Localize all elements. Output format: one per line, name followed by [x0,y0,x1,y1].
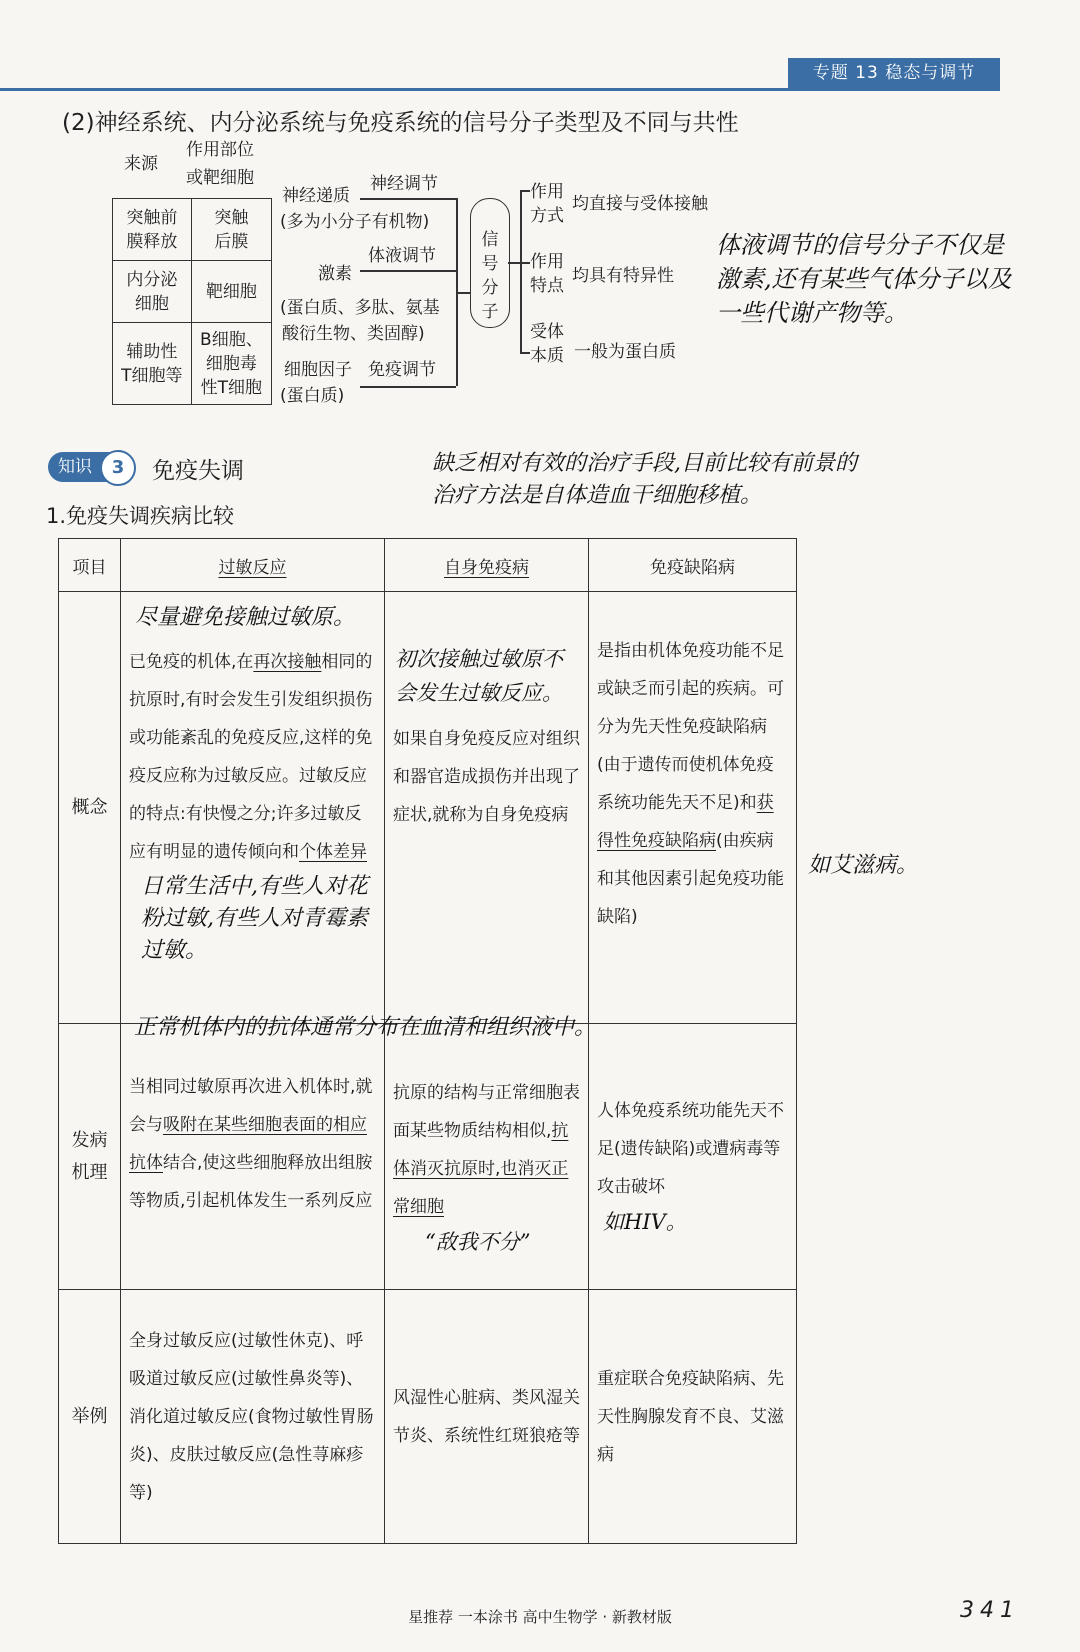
handwritten-note: “敌我不分” [425,1230,531,1254]
header-cell: 免疫缺陷病 [589,539,797,592]
handwritten-note: 初次接触过敏原不会发生过敏反应。 [395,647,563,705]
col-target-label-1: 作用部位 [186,140,254,160]
hormone-note-2: 酸衍生物、类固醇) [282,324,425,344]
allergy-example-cell: 全身过敏反应(过敏性休克)、呼吸道过敏反应(过敏性鼻炎等)、消化道过敏反应(食物过敏性胃肠炎)、皮肤过敏反应(急性荨麻疹等) [121,1290,385,1544]
cell-text: 当相同过敏原再次进入机体时,就会与吸附在某些细胞表面的相应抗体结合,使这些细胞释放出组胺等物质,引起机体发生一系列反应 [129,1077,373,1211]
handwritten-note: 尽量避免接触过敏原。 [135,605,356,630]
neuro-transmitter: 神经递质 [282,186,350,206]
handwritten-note-mechanism: 正常机体内的抗体通常分布在血清和组织液中。 [134,1015,597,1040]
autoimmune-mechanism-cell [385,1024,589,1290]
header-cell: 自身免疫病 [385,539,589,592]
cell-text: 是指由机体免疫功能不足或缺乏而引起的疾病。可分为先天性免疫缺陷病(由于遗传而使机体免疫系统功能先天不足)和获得性免疫缺陷病(由疾病和其他因素引起免疫功能缺陷) [597,641,784,927]
source-cell: 内分泌 细胞 [113,261,192,323]
knowledge-badge: 知识 3 [48,452,132,482]
page-number: 341 [960,1598,1020,1623]
hormone: 激素 [318,264,352,284]
subheading: 1.免疫失调疾病比较 [46,504,235,528]
cell-text: 抗原的结构与正常细胞表面某些物质结构相似,抗体消灭抗原时,也消灭正常细胞 [393,1083,580,1217]
allergy-concept-cell [121,592,385,1024]
branch-label: 作用 特点 [530,252,564,296]
disease-comparison-table [58,538,797,1544]
hormone-note-1: (蛋白质、多肽、氨基 [280,298,440,318]
handwritten-note-signal: 体液调节的信号分子不仅是激素,还有某些气体分子以及一些代谢产物等。 [716,231,1012,327]
cytokine-note: (蛋白质) [280,386,345,406]
cell-text: 如果自身免疫反应对组织和器官造成损伤并出现了症状,就称为自身免疫病 [393,729,580,825]
immunodeficiency-concept-cell [589,592,797,1024]
autoimmune-example-cell: 风湿性心脏病、类风湿关节炎、系统性红斑狼疮等 [385,1290,589,1544]
branch-desc: 均直接与受体接触 [572,194,708,214]
source-target-table [112,198,272,405]
immune-regulation: 免疫调节 [368,360,436,380]
header-cell: 过敏反应 [121,539,385,592]
branch-desc: 一般为蛋白质 [574,342,676,362]
chapter-tag: 专题 13 稳态与调节 [788,58,1000,88]
target-cell: B细胞、 细胞毒 性T细胞 [191,323,271,405]
handwritten-note-aids: 如艾滋病。 [808,853,919,878]
header-cell: 项目 [59,539,121,592]
row-label: 举例 [59,1290,121,1544]
hormone-regulation: 体液调节 [368,246,436,266]
row-label: 发病 机理 [59,1024,121,1290]
section-sub-title: (2)神经系统、内分泌系统与免疫系统的信号分子类型及不同与共性 [62,110,739,136]
immunodeficiency-mechanism-cell [589,1024,797,1290]
cytokine: 细胞因子 [284,360,352,380]
target-cell: 突触 后膜 [191,199,271,261]
neuro-note: (多为小分子有机物) [280,212,430,232]
signal-label: 信 号 分 子 [481,230,499,322]
neuro-regulation: 神经调节 [370,174,438,194]
header-rule [0,88,1000,91]
source-cell: 突触前 膜释放 [113,199,192,261]
handwritten-note: 如HIV。 [603,1210,687,1234]
source-cell: 辅助性 T细胞等 [113,323,192,405]
handwritten-note: 日常生活中,有些人对花粉过敏,有些人对青霉素过敏。 [141,874,368,963]
target-cell: 靶细胞 [191,261,271,323]
row-label: 概念 [59,592,121,1024]
footer: 星推荐 一本涂书 高中生物学 · 新教材版 [408,1608,672,1626]
col-source-label: 来源 [124,154,158,174]
branch-desc: 均具有特异性 [572,266,674,286]
immunodeficiency-example-cell: 重症联合免疫缺陷病、先天性胸腺发育不良、艾滋病 [589,1290,797,1544]
knowledge-number: 3 [100,450,136,486]
cell-text: 人体免疫系统功能先天不足(遗传缺陷)或遭病毒等攻击破坏 [597,1101,784,1197]
section-title: 免疫失调 [152,458,244,484]
allergy-mechanism-cell [121,1024,385,1290]
col-target-label-2: 或靶细胞 [186,168,254,188]
autoimmune-concept-cell [385,592,589,1024]
branch-label: 受体 本质 [530,322,564,366]
cell-text: 已免疫的机体,在再次接触相同的抗原时,有时会发生引发组织损伤或功能紊乱的免疫反应,这样的免疫反应称为过敏反应。过敏反应的特点:有快慢之分;许多过敏反应有明显的遗传倾向和个体差异 [129,652,373,862]
handwritten-note-top: 缺乏相对有效的治疗手段,目前比较有前景的 治疗方法是自体造血干细胞移植。 [432,451,857,508]
branch-label: 作用 方式 [530,182,564,226]
